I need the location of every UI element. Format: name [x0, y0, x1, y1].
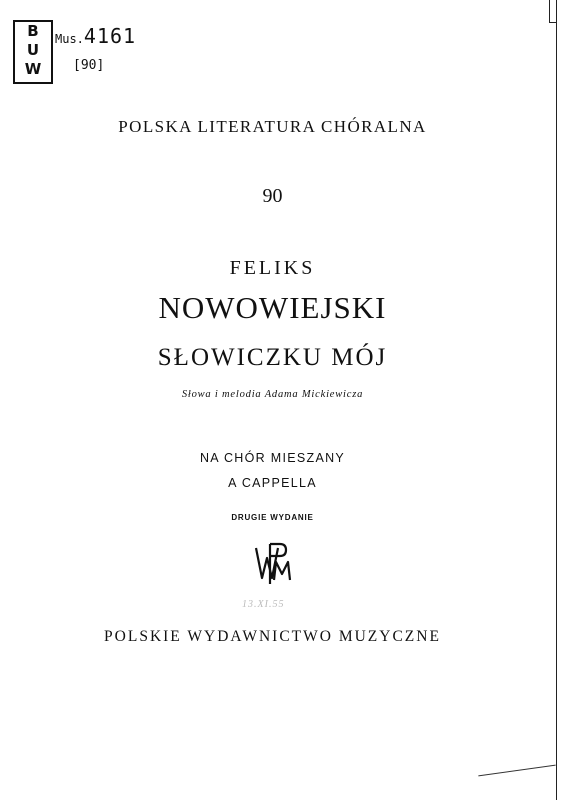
scan-corner-line — [478, 765, 555, 777]
words-credit: Słowa i melodia Adama Mickiewicza — [181, 389, 364, 400]
pwm-logo-icon — [253, 540, 293, 586]
work-title: SŁOWICZKU MÓJ — [157, 344, 388, 371]
library-stamp — [13, 20, 137, 82]
scoring-line-2: A CAPPELLA — [228, 476, 317, 490]
stamp-letter-b: B — [27, 22, 39, 40]
page-corner-mark — [549, 0, 557, 23]
library-stamp-box — [13, 20, 53, 84]
page-edge-line — [556, 0, 557, 800]
composer-first-name: FELIKS — [229, 257, 316, 279]
shelf-mark-prefix: Mus. — [55, 32, 84, 46]
stamp-letter-u: U — [26, 41, 40, 59]
stamp-letter-w: W — [24, 60, 42, 78]
series-number: 90 — [262, 185, 283, 207]
shelf-sub-mark: [90] — [73, 58, 105, 73]
shelf-mark-number: 4161 — [83, 24, 137, 48]
scoring-line-1: NA CHÓR MIESZANY — [199, 451, 346, 465]
shelf-mark — [55, 24, 136, 48]
edition-label: DRUGIE WYDANIE — [231, 513, 314, 522]
faint-handwritten-note: 13.XI.55 — [242, 599, 285, 610]
composer-last-name: NOWOWIEJSKI — [158, 290, 387, 325]
series-title: POLSKA LITERATURA CHÓRALNA — [118, 117, 427, 136]
publisher-name: POLSKIE WYDAWNICTWO MUZYCZNE — [104, 628, 441, 645]
